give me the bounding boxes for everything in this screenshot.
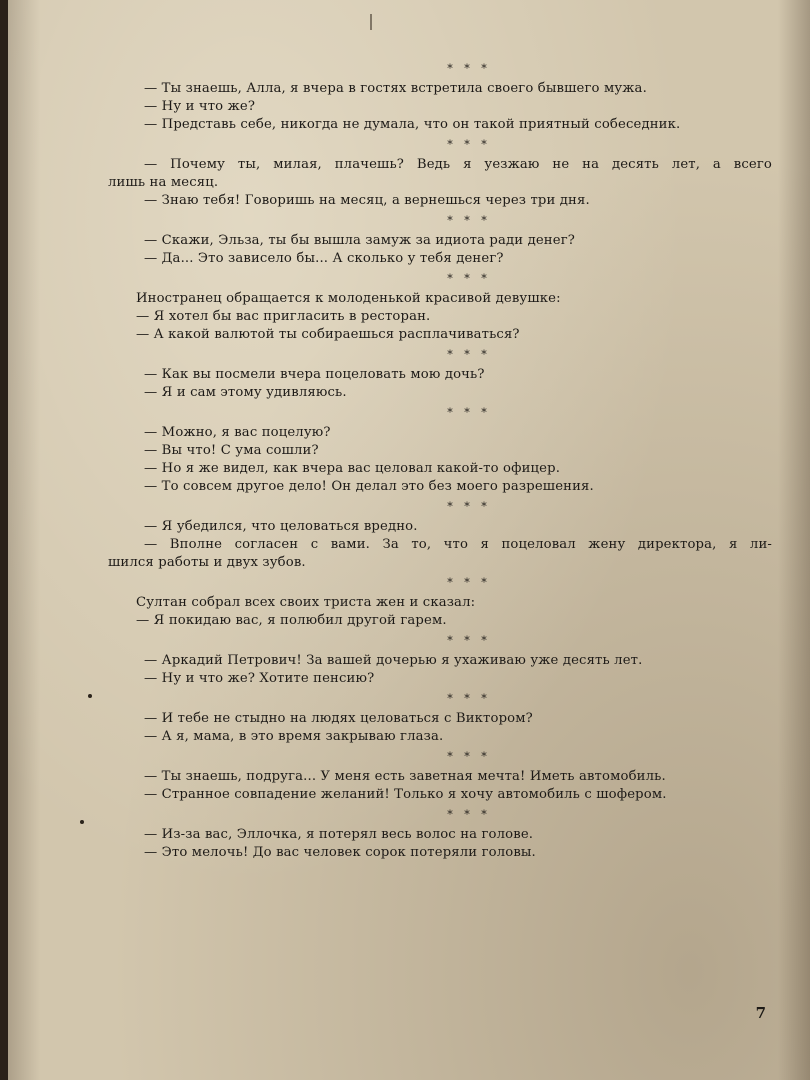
joke-block bbox=[136, 366, 772, 402]
joke-block bbox=[136, 710, 772, 746]
joke-separator: * * * bbox=[447, 138, 491, 151]
joke-line: — Ну и что же? Хотите пенсию? bbox=[144, 671, 375, 686]
joke-separator: * * * bbox=[447, 62, 491, 75]
joke-separator: * * * bbox=[447, 634, 491, 647]
jokes-column bbox=[108, 58, 772, 862]
joke-separator: * * * bbox=[447, 692, 491, 705]
joke-line: — Да... Это зависело бы... А сколько у тебя денег? bbox=[144, 251, 504, 266]
joke-line: — Ты знаешь, Алла, я вчера в гостях встретила своего бывшего мужа. bbox=[144, 81, 647, 96]
ink-speck bbox=[88, 694, 92, 698]
joke-line: — И тебе не стыдно на людях целоваться с Виктором? bbox=[144, 711, 533, 726]
joke-line: Султан собрал всех своих триста жен и сказал: bbox=[136, 595, 476, 610]
joke-block bbox=[136, 768, 772, 804]
joke-separator: * * * bbox=[447, 750, 491, 763]
joke-line: — Странное совпадение желаний! Только я хочу автомобиль с шофером. bbox=[144, 787, 667, 802]
joke-line: — Знаю тебя! Говоришь на месяц, а вернешься через три дня. bbox=[144, 193, 590, 208]
joke-separator: * * * bbox=[447, 272, 491, 285]
joke-line: — Вполне согласен с вами. За то, что я поцеловал жену директора, я ли- bbox=[144, 537, 772, 552]
joke-line: — То совсем другое дело! Он делал это без моего разрешения. bbox=[144, 479, 594, 494]
joke-separator: * * * bbox=[447, 576, 491, 589]
joke-block bbox=[108, 518, 772, 572]
joke-line: — Можно, я вас поцелую? bbox=[144, 425, 331, 440]
joke-block bbox=[136, 826, 772, 862]
joke-separator: * * * bbox=[447, 808, 491, 821]
joke-line: — Ты знаешь, подруга... У меня есть заветная мечта! Иметь автомобиль. bbox=[144, 769, 666, 784]
book-page bbox=[8, 0, 810, 1080]
joke-block bbox=[136, 652, 772, 688]
joke-line: — Ну и что же? bbox=[144, 99, 256, 114]
joke-block bbox=[136, 80, 772, 134]
joke-separator: * * * bbox=[447, 348, 491, 361]
joke-line: — Я и сам этому удивляюсь. bbox=[144, 385, 347, 400]
joke-line: — Я убедился, что целоваться вредно. bbox=[144, 519, 418, 534]
joke-line: шился работы и двух зубов. bbox=[108, 555, 306, 570]
page-number: 7 bbox=[755, 1004, 766, 1022]
joke-line: — Вы что! С ума сошли? bbox=[144, 443, 319, 458]
joke-line: — Это мелочь! До вас человек сорок потеряли головы. bbox=[144, 845, 536, 860]
joke-line: — А какой валютой ты собираешься расплачиваться? bbox=[136, 327, 520, 342]
joke-line: — Скажи, Эльза, ты бы вышла замуж за идиота ради денег? bbox=[144, 233, 575, 248]
joke-line: Иностранец обращается к молоденькой красивой девушке: bbox=[136, 291, 561, 306]
page-crease bbox=[370, 14, 372, 30]
joke-separator: * * * bbox=[447, 500, 491, 513]
joke-line: — Но я же видел, как вчера вас целовал какой-то офицер. bbox=[144, 461, 561, 476]
joke-block bbox=[136, 232, 772, 268]
joke-block bbox=[108, 156, 772, 210]
joke-block bbox=[136, 594, 772, 630]
joke-separator: * * * bbox=[447, 214, 491, 227]
joke-line: — Я покидаю вас, я полюбил другой гарем. bbox=[136, 613, 447, 628]
joke-line: — А я, мама, в это время закрываю глаза. bbox=[144, 729, 444, 744]
joke-line: — Как вы посмели вчера поцеловать мою дочь? bbox=[144, 367, 485, 382]
joke-line: лишь на месяц. bbox=[108, 175, 219, 190]
joke-line: — Я хотел бы вас пригласить в ресторан. bbox=[136, 309, 431, 324]
joke-block bbox=[136, 424, 772, 496]
joke-line: — Аркадий Петрович! За вашей дочерью я ухаживаю уже десять лет. bbox=[144, 653, 643, 668]
joke-line: — Почему ты, милая, плачешь? Ведь я уезжаю не на десять лет, а всего bbox=[144, 157, 772, 172]
joke-block bbox=[136, 290, 772, 344]
joke-line: — Представь себе, никогда не думала, что он такой приятный собеседник. bbox=[144, 117, 681, 132]
joke-separator: * * * bbox=[447, 406, 491, 419]
joke-line: — Из-за вас, Эллочка, я потерял весь волос на голове. bbox=[144, 827, 534, 842]
ink-speck bbox=[80, 820, 84, 824]
